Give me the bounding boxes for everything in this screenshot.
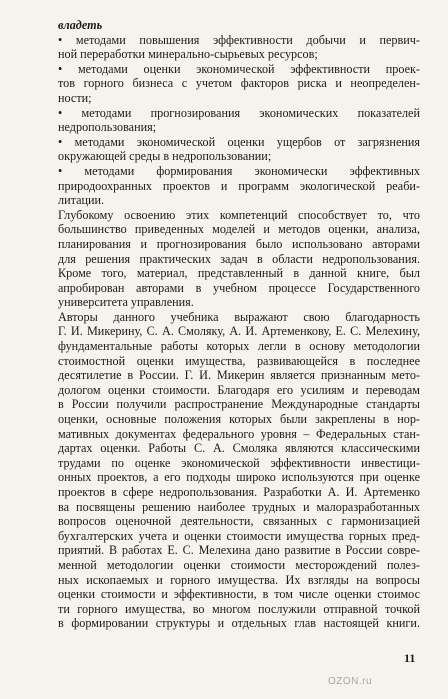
watermark: OZON.ru (328, 676, 373, 687)
text-line: планирования и прогнозирования было использовано авторами (58, 236, 420, 251)
text-line: апробирован авторами в учебном процессе Государственного (58, 280, 420, 295)
text-line: ности; (58, 90, 92, 105)
text-line: окружающей среды в недропользовании; (58, 149, 272, 164)
text-line: природоохранных проектов и программ экологической реаби- (58, 178, 420, 193)
text-line: ва посвящены решению наиболее трудных и малоразработанных (58, 499, 420, 514)
text-line: тов горного бизнеса с учетом факторов риска и неопределен- (58, 76, 420, 91)
bullet-line: • методами формирования экономически эффективных (58, 163, 420, 178)
text-line: ти горного имущества, во многом послужили отправной точкой (58, 601, 420, 616)
body-text (58, 18, 420, 631)
bullet-line: • методами оценки экономической эффективности проек- (58, 61, 420, 76)
text-line: недропользования; (58, 120, 157, 135)
text-line: литации. (58, 193, 105, 208)
page-number: 11 (404, 651, 416, 665)
text-line: дологом оценки стоимости. Благодаря его усилиям и переводам (58, 382, 420, 397)
bullet-line: • методами экономической оценки ущербов от загрязнения (58, 134, 420, 149)
text-line: Г. И. Микерину, С. А. Смоляку, А. И. Артеменкову, Е. С. Мелехину, (58, 324, 420, 339)
text-line: университета управления. (58, 295, 194, 310)
text-line: в России получили распространение Международные стандарты (58, 397, 420, 412)
text-line: мативных документах федерального уровня – Федеральных стан- (58, 426, 420, 441)
text-line: ных ископаемых и горного имущества. Их взгляды на вопросы (58, 572, 420, 587)
text-line: десятилетие в России. Г. И. Микерин является признанным мето- (58, 368, 420, 383)
text-line: приятий. В работах Е. С. Мелехина дано развитие в России совре- (58, 543, 420, 558)
text-line: дартах оценки. Работы С. А. Смоляка являются классическими (58, 441, 420, 456)
text-line: большинство приведенных моделей и методов оценки, анализа, (58, 222, 420, 237)
text-line: Авторы данного учебника выражают свою благодарность (58, 309, 420, 324)
text-line: стоимостной оценки имущества, развивающейся в последнее (58, 353, 420, 368)
text-line: онных проектов, а его подходы широко используются при оценке (58, 470, 420, 485)
text-line: в формировании структуры и отдельных глав настоящей книги. (58, 616, 420, 631)
text-line: оценки стоимости и эффективности, в том числе оценки стоимос (58, 587, 420, 602)
text-line: трудами по оценке экономической эффективности инвестици- (58, 455, 420, 470)
text-line: вопросов оценочной деятельности, связанных с гармонизацией (58, 514, 420, 529)
bullet-line: • методами повышения эффективности добычи и первич- (58, 32, 420, 47)
text-line: бухгалтерских учета и оценки стоимости имущества горных пред- (58, 528, 420, 543)
text-line: оценки, основные положения которых были закреплены в нор- (58, 412, 420, 427)
bullet-line: • методами прогнозирования экономических показателей (58, 105, 420, 120)
text-line: Кроме того, материал, представленный в данной книге, был (58, 266, 420, 281)
text-line: ной переработки минерально-сырьевых ресурсов; (58, 47, 318, 62)
text-line: фундаментальные работы которых легли в основу методологии (58, 339, 420, 354)
text-line: владеть (58, 18, 103, 32)
text-line: для решения практических задач в области недропользования. (58, 251, 420, 266)
text-line: проектов в сфере недропользования. Разработки А. И. Артеменко (58, 485, 420, 499)
text-line: Глубокому освоению этих компетенций способствует то, что (58, 207, 420, 222)
text-line: менной методологии оценки стоимости месторождений полез- (58, 557, 420, 572)
